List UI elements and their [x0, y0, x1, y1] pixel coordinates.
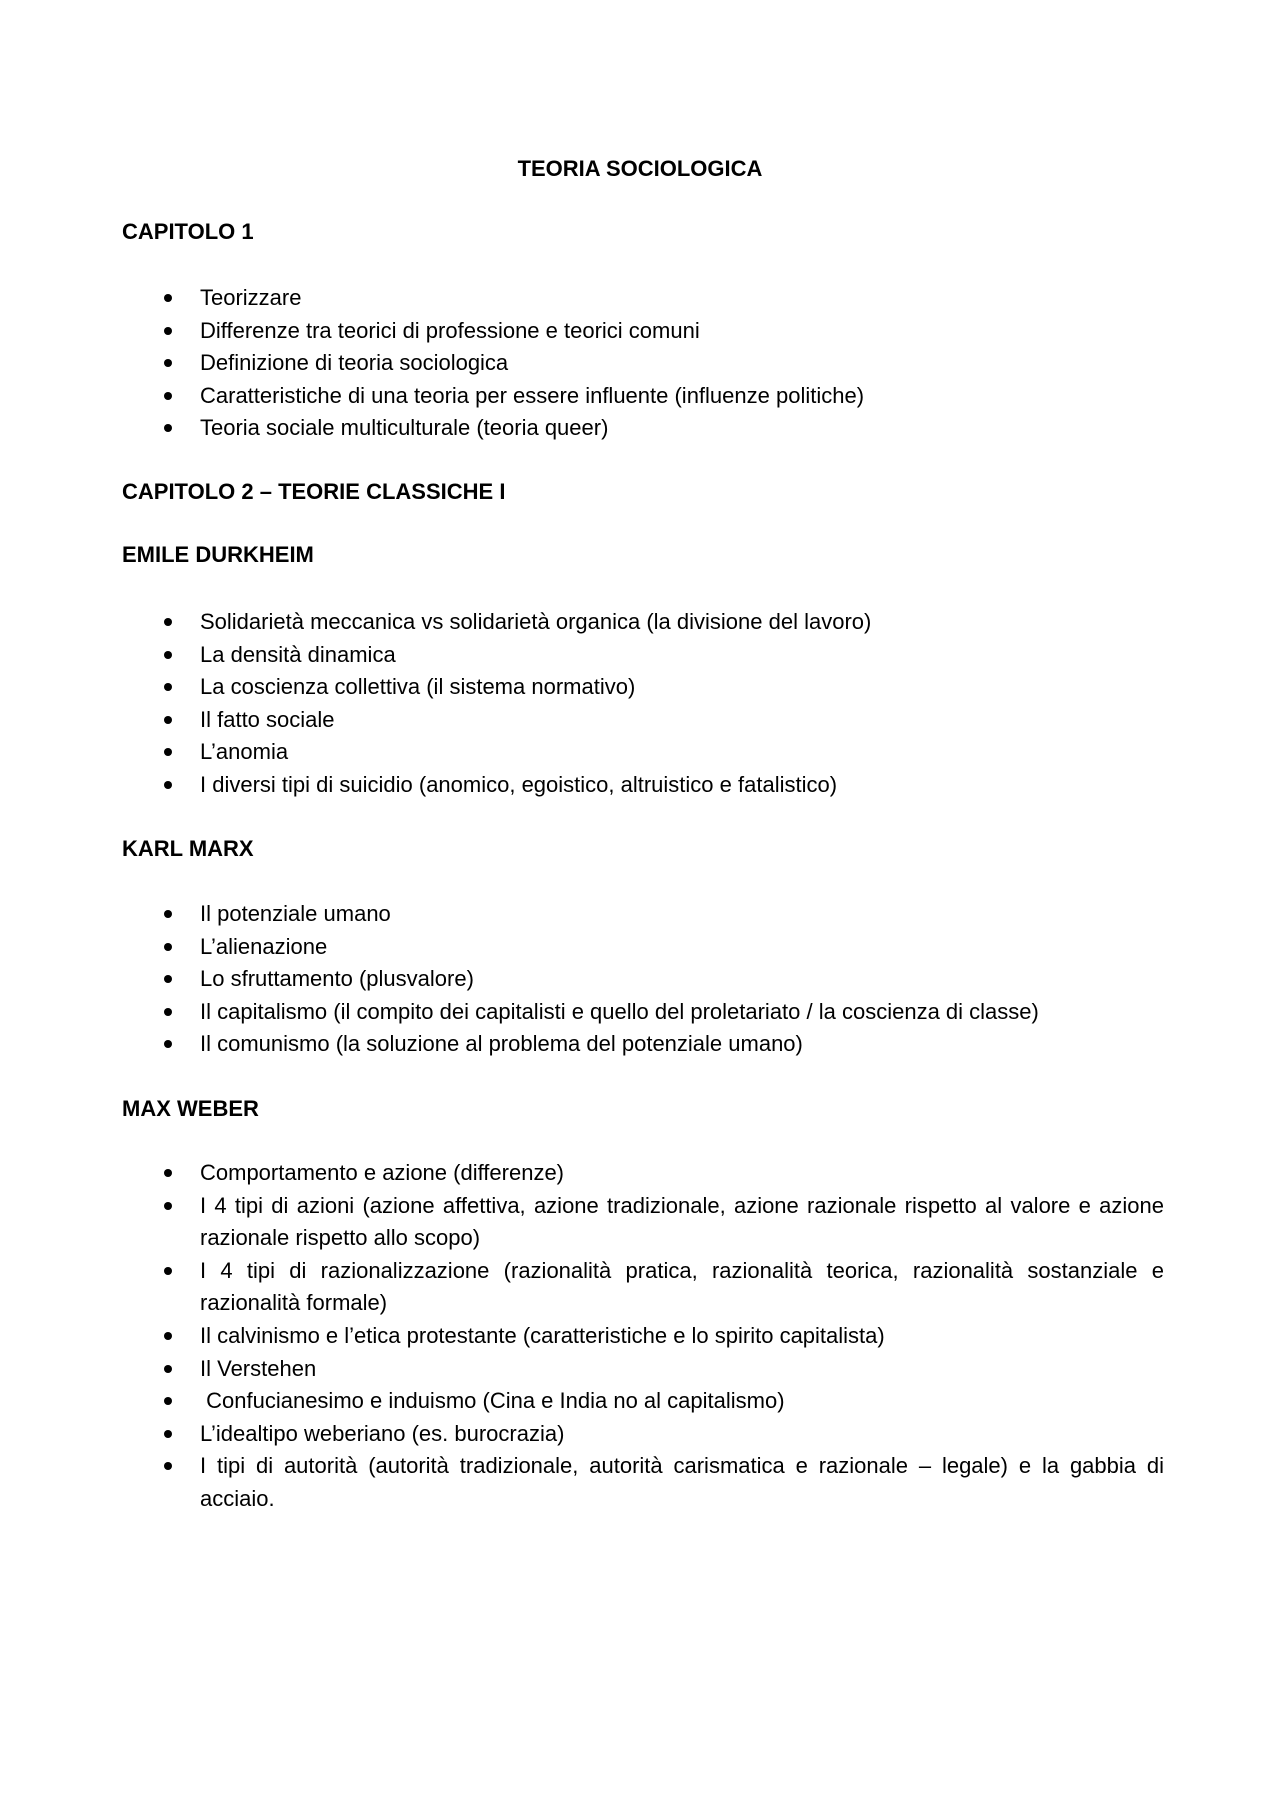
list-item: Confucianesimo e induismo (Cina e India no al capitalismo) [122, 1385, 1164, 1418]
bullet-icon [164, 1202, 172, 1210]
list-marx [122, 898, 1164, 1061]
list-item: Definizione di teoria sociologica [122, 347, 1164, 380]
bullet-icon [164, 943, 172, 951]
section-heading-capitolo-2: CAPITOLO 2 – TEORIE CLASSICHE I [122, 479, 506, 504]
bullet-icon [164, 1267, 172, 1275]
list-item: Il calvinismo e l’etica protestante (caratteristiche e lo spirito capitalista) [122, 1320, 1164, 1353]
list-capitolo-1 [122, 282, 1164, 445]
list-durkheim [122, 606, 1164, 802]
bullet-icon [164, 1169, 172, 1177]
bullet-icon [164, 910, 172, 918]
bullet-icon [164, 975, 172, 983]
section-heading-capitolo-1: CAPITOLO 1 [122, 219, 254, 244]
list-item: I diversi tipi di suicidio (anomico, egoistico, altruistico e fatalistico) [122, 769, 1164, 802]
list-item: L’alienazione [122, 931, 1164, 964]
section-heading-weber: MAX WEBER [122, 1096, 259, 1121]
document-title: TEORIA SOCIOLOGICA [517, 156, 763, 181]
list-item: Teorizzare [122, 282, 1164, 315]
bullet-icon [164, 1008, 172, 1016]
list-item: Lo sfruttamento (plusvalore) [122, 963, 1164, 996]
list-item: L’idealtipo weberiano (es. burocrazia) [122, 1418, 1164, 1451]
bullet-icon [164, 618, 172, 626]
list-weber [122, 1157, 1164, 1516]
list-item: Solidarietà meccanica vs solidarietà organica (la divisione del lavoro) [122, 606, 1164, 639]
bullet-icon [164, 1462, 172, 1470]
list-item: Comportamento e azione (differenze) [122, 1157, 1164, 1190]
bullet-icon [164, 781, 172, 789]
list-item: Il Verstehen [122, 1353, 1164, 1386]
list-item: Differenze tra teorici di professione e teorici comuni [122, 315, 1164, 348]
bullet-icon [164, 359, 172, 367]
bullet-icon [164, 1040, 172, 1048]
list-item: Caratteristiche di una teoria per essere influente (influenze politiche) [122, 380, 1164, 413]
list-item: Il potenziale umano [122, 898, 1164, 931]
list-item: Il capitalismo (il compito dei capitalisti e quello del proletariato / la coscienza di classe) [122, 996, 1164, 1029]
list-item: I 4 tipi di azioni (azione affettiva, azione tradizionale, azione razionale rispetto al valore e azione razionale rispetto allo scopo) [122, 1190, 1164, 1255]
bullet-icon [164, 1430, 172, 1438]
list-item: La coscienza collettiva (il sistema normativo) [122, 671, 1164, 704]
list-item: Il comunismo (la soluzione al problema del potenziale umano) [122, 1028, 1164, 1061]
bullet-icon [164, 392, 172, 400]
list-item: L’anomia [122, 736, 1164, 769]
list-item: Teoria sociale multiculturale (teoria queer) [122, 412, 1164, 445]
bullet-icon [164, 424, 172, 432]
list-item: I tipi di autorità (autorità tradizionale, autorità carismatica e razionale – legale) e la gabbia di acciaio. [122, 1450, 1164, 1515]
bullet-icon [164, 651, 172, 659]
section-heading-durkheim: EMILE DURKHEIM [122, 542, 314, 567]
bullet-icon [164, 716, 172, 724]
bullet-icon [164, 1332, 172, 1340]
list-item: I 4 tipi di razionalizzazione (razionalità pratica, razionalità teorica, razionalità sostanziale e razionalità formale) [122, 1255, 1164, 1320]
bullet-icon [164, 1397, 172, 1405]
list-item: La densità dinamica [122, 639, 1164, 672]
section-heading-marx: KARL MARX [122, 836, 254, 861]
bullet-icon [164, 294, 172, 302]
bullet-icon [164, 1365, 172, 1373]
bullet-icon [164, 683, 172, 691]
bullet-icon [164, 327, 172, 335]
list-item: Il fatto sociale [122, 704, 1164, 737]
bullet-icon [164, 748, 172, 756]
